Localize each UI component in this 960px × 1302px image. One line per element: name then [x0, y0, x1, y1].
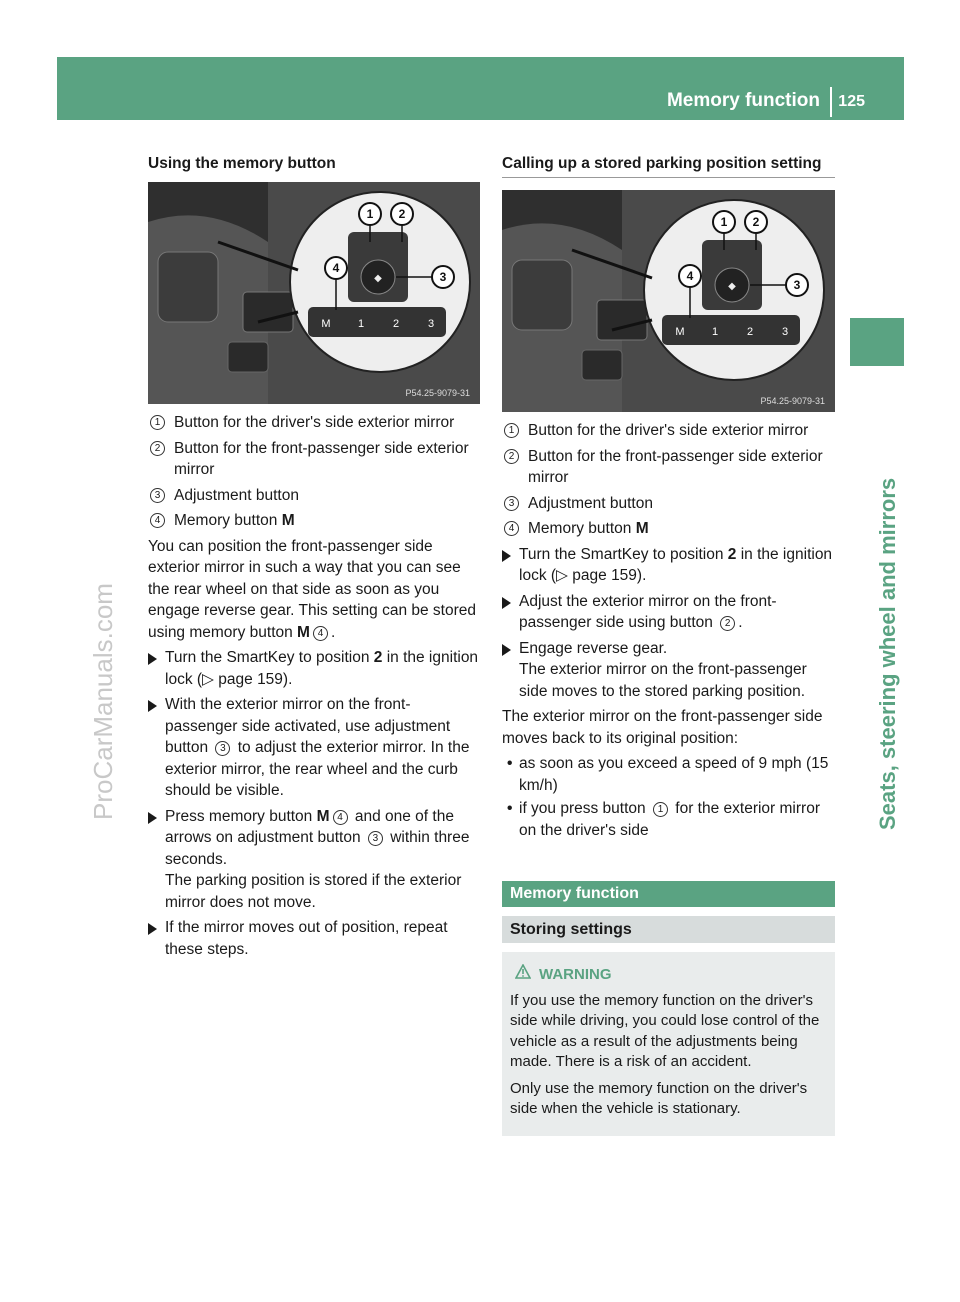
side-tab	[850, 318, 904, 366]
page-number: 125	[838, 93, 865, 110]
side-section-label: Seats, steering wheel and mirrors	[875, 477, 900, 830]
door-panel-figure-2	[502, 190, 835, 412]
door-panel-illustration	[148, 182, 480, 404]
warning-box	[502, 952, 835, 1136]
figure-button-1: 1	[357, 318, 365, 330]
callout-1: 1	[366, 207, 374, 221]
header-title: Memory function	[666, 90, 820, 111]
section-header-memory-function: Memory function	[502, 881, 835, 907]
legend-item: 3 Adjustment button	[148, 485, 482, 507]
header-divider	[830, 87, 832, 117]
figure-button-2: 2	[746, 326, 754, 338]
callout-2: 2	[752, 215, 760, 229]
instruction-step: Press memory button M 4 and one of the arrows on adjustment button 3 within three seconds. The parking position is stored if the exterior mirror does not move.	[148, 806, 482, 914]
instruction-step: With the exterior mirror on the front-passenger side activated, use adjustment button 3 to adjust the exterior mirror. In the exterior mirror, the rear wheel and the curb should be visible.	[148, 694, 482, 802]
door-panel-illustration-2	[502, 190, 835, 412]
figure-button-3: 3	[427, 318, 435, 330]
legend-item: 2 Button for the front-passenger side exterior mirror	[502, 446, 835, 489]
legend-item: 4 Memory button M	[502, 518, 835, 540]
section-heading-parking-position: Calling up a stored parking position setting	[502, 154, 835, 178]
warning-text: Only use the memory function on the driver's side when the vehicle is stationary.	[510, 1079, 808, 1117]
callout-2: 2	[398, 207, 406, 221]
return-paragraph: The exterior mirror on the front-passenger side moves back to its original position:	[502, 708, 823, 747]
callout-1: 1	[720, 215, 728, 229]
figure-code: P54.25-9079-31	[405, 388, 470, 398]
figure-button-1: 1	[711, 326, 719, 338]
legend-item: 1 Button for the driver's side exterior mirror	[148, 412, 482, 434]
figure-legend	[148, 412, 482, 532]
warning-triangle-icon	[515, 964, 531, 986]
legend-item: 4 Memory button M	[148, 510, 482, 532]
instruction-step: Turn the SmartKey to position 2 in the ignition lock (▷ page 159).	[148, 647, 482, 690]
figure-button-m: M	[675, 326, 685, 338]
bullet-item: • as soon as you exceed a speed of 9 mph (15 km/h)	[507, 755, 829, 794]
figure-button-m: M	[321, 318, 331, 330]
callout-3: 3	[439, 270, 447, 284]
legend-item: 2 Button for the front-passenger side exterior mirror	[148, 438, 482, 481]
instruction-step: Adjust the exterior mirror on the front-passenger side using button 2 .	[502, 591, 835, 634]
instruction-step: If the mirror moves out of position, repeat these steps.	[148, 917, 482, 960]
door-panel-figure	[148, 182, 480, 404]
callout-4: 4	[686, 269, 694, 283]
instruction-step: Turn the SmartKey to position 2 in the ignition lock (▷ page 159).	[502, 544, 835, 587]
subsection-header-storing-settings: Storing settings	[502, 916, 835, 943]
intro-paragraph: You can position the front-passenger side exterior mirror in such a way that you can see the rear wheel on that side as soon as you engage reverse gear. This setting can be stored using memory button M 4 .	[148, 537, 477, 641]
right-column	[502, 154, 835, 1136]
svg-text:◆: ◆	[374, 273, 382, 284]
figure-legend	[502, 420, 835, 540]
left-column	[148, 154, 482, 964]
figure-code: P54.25-9079-31	[760, 396, 825, 406]
instruction-step: Engage reverse gear. The exterior mirror on the front-passenger side moves to the stored parking position.	[502, 638, 835, 703]
bullet-item: • if you press button 1 for the exterior mirror on the driver's side	[507, 800, 820, 839]
figure-button-2: 2	[392, 318, 400, 330]
svg-text:◆: ◆	[728, 281, 736, 292]
callout-3: 3	[793, 278, 801, 292]
warning-text: If you use the memory function on the driver's side while driving, you could lose control of the vehicle as a result of the adjustments being made. There is a risk of an accident.	[510, 991, 820, 1070]
legend-item: 1 Button for the driver's side exterior mirror	[502, 420, 835, 442]
warning-title: WARNING	[510, 964, 827, 986]
watermark: ProCarManuals.com	[88, 583, 118, 820]
legend-item: 3 Adjustment button	[502, 493, 835, 515]
header-bar	[57, 57, 904, 120]
figure-button-3: 3	[781, 326, 789, 338]
section-heading-memory-button: Using the memory button	[148, 155, 336, 172]
callout-4: 4	[332, 261, 340, 275]
